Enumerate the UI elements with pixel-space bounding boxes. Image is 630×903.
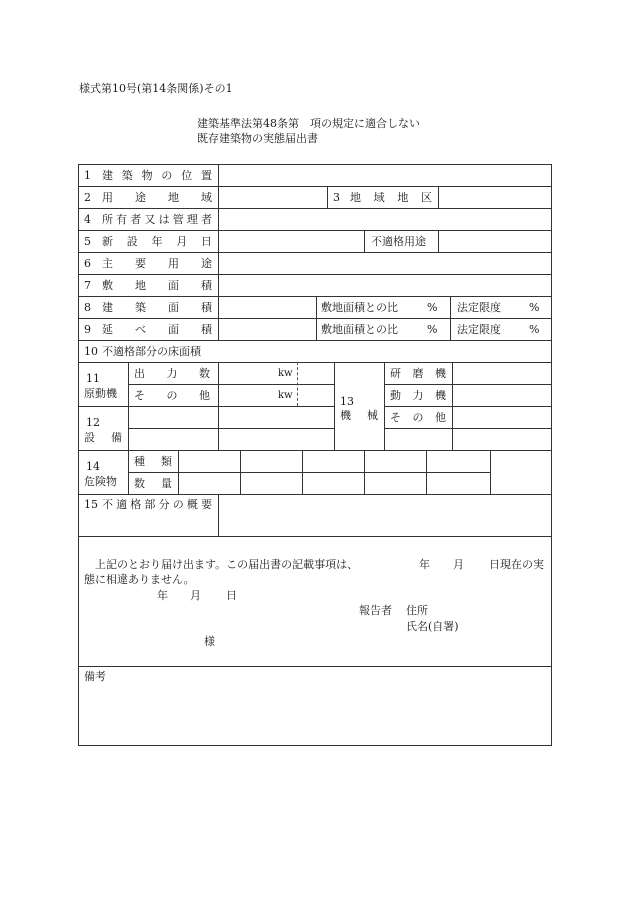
- row6-label: 主 要 用 途: [102, 257, 212, 270]
- row9-ratio-label: 敷地面積との比: [321, 323, 398, 336]
- row6-number: 6: [84, 257, 91, 270]
- row11-label: 原動機: [84, 387, 117, 400]
- declaration-nen: 年: [419, 558, 430, 571]
- row13-number: 13: [340, 395, 354, 408]
- row12-number: 12: [86, 416, 100, 429]
- row9-number: 9: [84, 323, 91, 336]
- site-area-field[interactable]: [219, 275, 551, 296]
- row2-number: 2: [84, 191, 91, 204]
- row12-label: 設 備: [84, 431, 122, 444]
- nonconforming-use-label: 不適格用途: [371, 235, 426, 248]
- district-zone-field[interactable]: [439, 187, 551, 208]
- row14-label: 危険物: [84, 475, 117, 488]
- machine-other-label: そ の 他: [390, 411, 446, 424]
- form-title-line1: 建築基準法第48条第 項の規定に適合しない: [197, 117, 420, 130]
- remarks-box[interactable]: [78, 666, 552, 746]
- date-tsuki: 月: [190, 589, 201, 602]
- row4-label: 所 有 者 又 は 管 理 者: [102, 213, 212, 226]
- date-nen: 年: [157, 589, 168, 602]
- row3-number: 3: [333, 191, 340, 204]
- row2-label: 用 途 地 域: [102, 191, 212, 204]
- nonconforming-use-field[interactable]: [439, 231, 551, 252]
- motor-other-label: そ の 他: [134, 389, 210, 402]
- date-hi: 日: [226, 589, 237, 602]
- use-district-field[interactable]: [219, 187, 327, 208]
- location-field[interactable]: [219, 165, 551, 186]
- row7-label: 敷 地 面 積: [102, 279, 212, 292]
- row9-limit-label: 法定限度: [457, 323, 501, 336]
- hazard-kind-label: 種 類: [134, 455, 172, 468]
- row4-number: 4: [84, 213, 91, 226]
- row15-number: 15: [84, 498, 98, 511]
- row1-number: 1: [84, 169, 91, 182]
- motor-output-label: 出 力 数: [134, 367, 210, 380]
- machine-power-label: 動 力 機: [390, 389, 446, 402]
- reporter-label: 報告者: [359, 604, 392, 617]
- row8-limit-percent: %: [529, 301, 540, 314]
- remarks-label: 備考: [84, 670, 106, 683]
- declaration-line2: 態に相違ありません。: [84, 573, 195, 586]
- nonconforming-summary-field[interactable]: [219, 495, 551, 536]
- name-label: 氏名(自署): [406, 620, 459, 633]
- form-title-line2: 既存建築物の実態届出書: [197, 132, 318, 145]
- hazard-qty-label: 数 量: [134, 477, 172, 490]
- building-area-field[interactable]: [219, 297, 316, 318]
- row9-label: 延 べ 面 積: [102, 323, 212, 336]
- row5-label: 新 設 年 月 日: [102, 235, 212, 248]
- motor-other-unit: kw: [278, 390, 293, 401]
- declaration-line1-tail: 日現在の実: [489, 558, 544, 571]
- row15-label: 不 適 格 部 分 の 概 要: [102, 498, 212, 511]
- declaration-box: [78, 536, 552, 667]
- row9-limit-percent: %: [529, 323, 540, 336]
- declaration-line1: 上記のとおり届け出ます。この届出書の記載事項は、: [95, 558, 359, 571]
- machine-grinder-label: 研 磨 機: [390, 367, 446, 380]
- declaration-tsuki: 月: [453, 558, 464, 571]
- row10-number: 10: [84, 345, 98, 358]
- form-number: 様式第10号(第14条関係)その1: [79, 82, 233, 95]
- row8-ratio-percent: %: [427, 301, 438, 314]
- owner-field[interactable]: [219, 209, 551, 230]
- row7-number: 7: [84, 279, 91, 292]
- addressee-sama: 様: [204, 635, 215, 648]
- total-floor-area-field[interactable]: [219, 319, 316, 340]
- row8-number: 8: [84, 301, 91, 314]
- main-use-field[interactable]: [219, 253, 551, 274]
- row13-label: 機 械: [340, 409, 378, 422]
- address-label: 住所: [406, 604, 428, 617]
- row9-ratio-percent: %: [427, 323, 438, 336]
- row14-number: 14: [86, 460, 100, 473]
- nonconforming-floor-area-field[interactable]: [219, 341, 551, 362]
- row5-number: 5: [84, 235, 91, 248]
- row8-label: 建 築 面 積: [102, 301, 212, 314]
- row3-label: 地 域 地 区: [350, 191, 432, 204]
- row8-limit-label: 法定限度: [457, 301, 501, 314]
- construction-date-field[interactable]: [219, 231, 364, 252]
- row1-label: 建 築 物 の 位 置: [102, 169, 212, 182]
- row11-number: 11: [86, 372, 100, 385]
- row10-label: 不適格部分の床面積: [102, 345, 201, 358]
- row8-ratio-label: 敷地面積との比: [321, 301, 398, 314]
- motor-output-unit: kw: [278, 368, 293, 379]
